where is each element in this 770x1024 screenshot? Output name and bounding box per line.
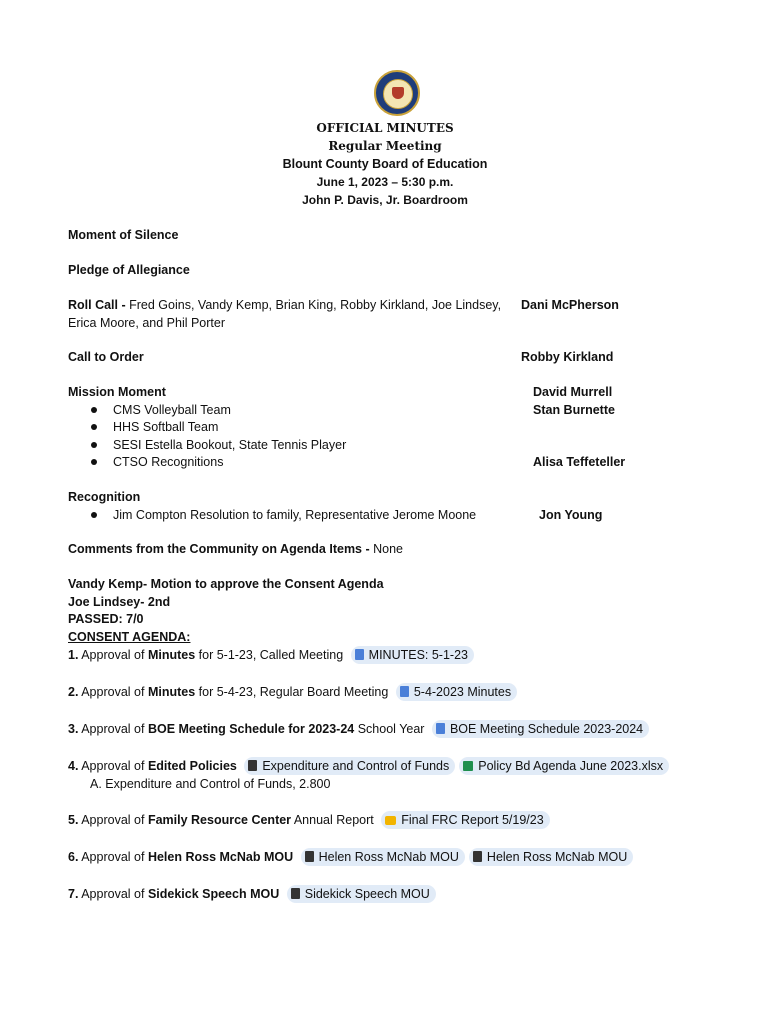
mission-person: Stan Burnette — [533, 403, 615, 417]
consent-agenda-heading: CONSENT AGENDA: — [68, 630, 191, 644]
second-text: Joe Lindsey- 2nd — [68, 595, 171, 609]
roll-call-label: Roll Call - — [68, 298, 126, 312]
call-to-order: Call to Order — [68, 350, 144, 364]
passed-text: PASSED: 7/0 — [68, 612, 144, 626]
agenda-item-6: 6. Approval of Helen Ross McNab MOU Helen Ross McNab MOU Helen Ross McNab MOU — [68, 848, 633, 866]
roll-call-members: Fred Goins, Vandy Kemp, Brian King, Robby Kirkland, Joe Lindsey, — [125, 298, 502, 312]
board-seal-logo — [374, 70, 420, 116]
community-comments: Comments from the Community on Agenda Items - None — [68, 542, 404, 556]
recognition-person: Jon Young — [539, 508, 603, 522]
slides-icon — [385, 816, 396, 825]
doc-subtitle: Regular Meeting — [328, 139, 442, 153]
google-doc-icon — [400, 686, 409, 697]
agenda-item-4: 4. Approval of Edited Policies Expenditure and Control of Funds Policy Bd Agenda June 2023.xlsx — [68, 757, 669, 775]
spreadsheet-icon — [463, 761, 473, 771]
file-icon — [305, 851, 314, 862]
meeting-location: John P. Davis, Jr. Boardroom — [302, 193, 468, 207]
helen-ross-mou-link-1[interactable]: Helen Ross McNab MOU — [301, 848, 465, 866]
doc-title: OFFICIAL MINUTES — [316, 121, 454, 135]
expenditure-policy-link[interactable]: Expenditure and Control of Funds — [244, 757, 455, 775]
minutes-5-1-23-link[interactable]: MINUTES: 5-1-23 — [351, 646, 474, 664]
google-doc-icon — [355, 649, 364, 660]
sidekick-speech-mou-link[interactable]: Sidekick Speech MOU — [287, 885, 436, 903]
agenda-item-2: 2. Approval of Minutes for 5-4-23, Regular Board Meeting 5-4-2023 Minutes — [68, 683, 517, 701]
list-item: Jim Compton Resolution to family, Representative Jerome Moone — [113, 507, 476, 523]
mission-moment: Mission Moment — [68, 385, 166, 399]
minutes-5-4-2023-link[interactable]: 5-4-2023 Minutes — [396, 683, 517, 701]
boe-schedule-link[interactable]: BOE Meeting Schedule 2023-2024 — [432, 720, 649, 738]
call-to-order-person: Robby Kirkland — [521, 350, 614, 364]
moment-of-silence: Moment of Silence — [68, 228, 179, 242]
file-icon — [473, 851, 482, 862]
file-icon — [248, 760, 257, 771]
roll-call-person: Dani McPherson — [521, 298, 619, 312]
motion-text: Vandy Kemp- Motion to approve the Consent Agenda — [68, 577, 384, 591]
agenda-item-4-sub: A. Expenditure and Control of Funds, 2.800 — [90, 777, 331, 791]
recognition: Recognition — [68, 490, 141, 504]
helen-ross-mou-link-2[interactable]: Helen Ross McNab MOU — [469, 848, 633, 866]
frc-report-link[interactable]: Final FRC Report 5/19/23 — [381, 811, 549, 829]
agenda-item-5: 5. Approval of Family Resource Center Annual Report Final FRC Report 5/19/23 — [68, 811, 550, 829]
google-doc-icon — [436, 723, 445, 734]
meeting-date: June 1, 2023 – 5:30 p.m. — [316, 175, 454, 189]
list-item: CTSO Recognitions — [113, 454, 223, 470]
org-name: Blount County Board of Education — [282, 157, 488, 171]
policy-agenda-xlsx-link[interactable]: Policy Bd Agenda June 2023.xlsx — [459, 757, 669, 775]
agenda-item-3: 3. Approval of BOE Meeting Schedule for 2023-24 School Year BOE Meeting Schedule 2023-2024 — [68, 720, 649, 738]
list-item: SESI Estella Bookout, State Tennis Player — [113, 437, 346, 453]
mission-person: David Murrell — [533, 385, 613, 399]
pledge-of-allegiance: Pledge of Allegiance — [68, 263, 190, 277]
roll-call-line2: Erica Moore, and Phil Porter — [68, 316, 226, 330]
agenda-item-7: 7. Approval of Sidekick Speech MOU Sidekick Speech MOU — [68, 885, 436, 903]
file-icon — [291, 888, 300, 899]
list-item: HHS Softball Team — [113, 419, 218, 435]
roll-call-line1 — [68, 297, 501, 313]
mission-person: Alisa Teffeteller — [533, 455, 626, 469]
list-item: CMS Volleyball Team — [113, 402, 231, 418]
agenda-item-1: 1. Approval of Minutes for 5-1-23, Called Meeting MINUTES: 5-1-23 — [68, 646, 474, 664]
